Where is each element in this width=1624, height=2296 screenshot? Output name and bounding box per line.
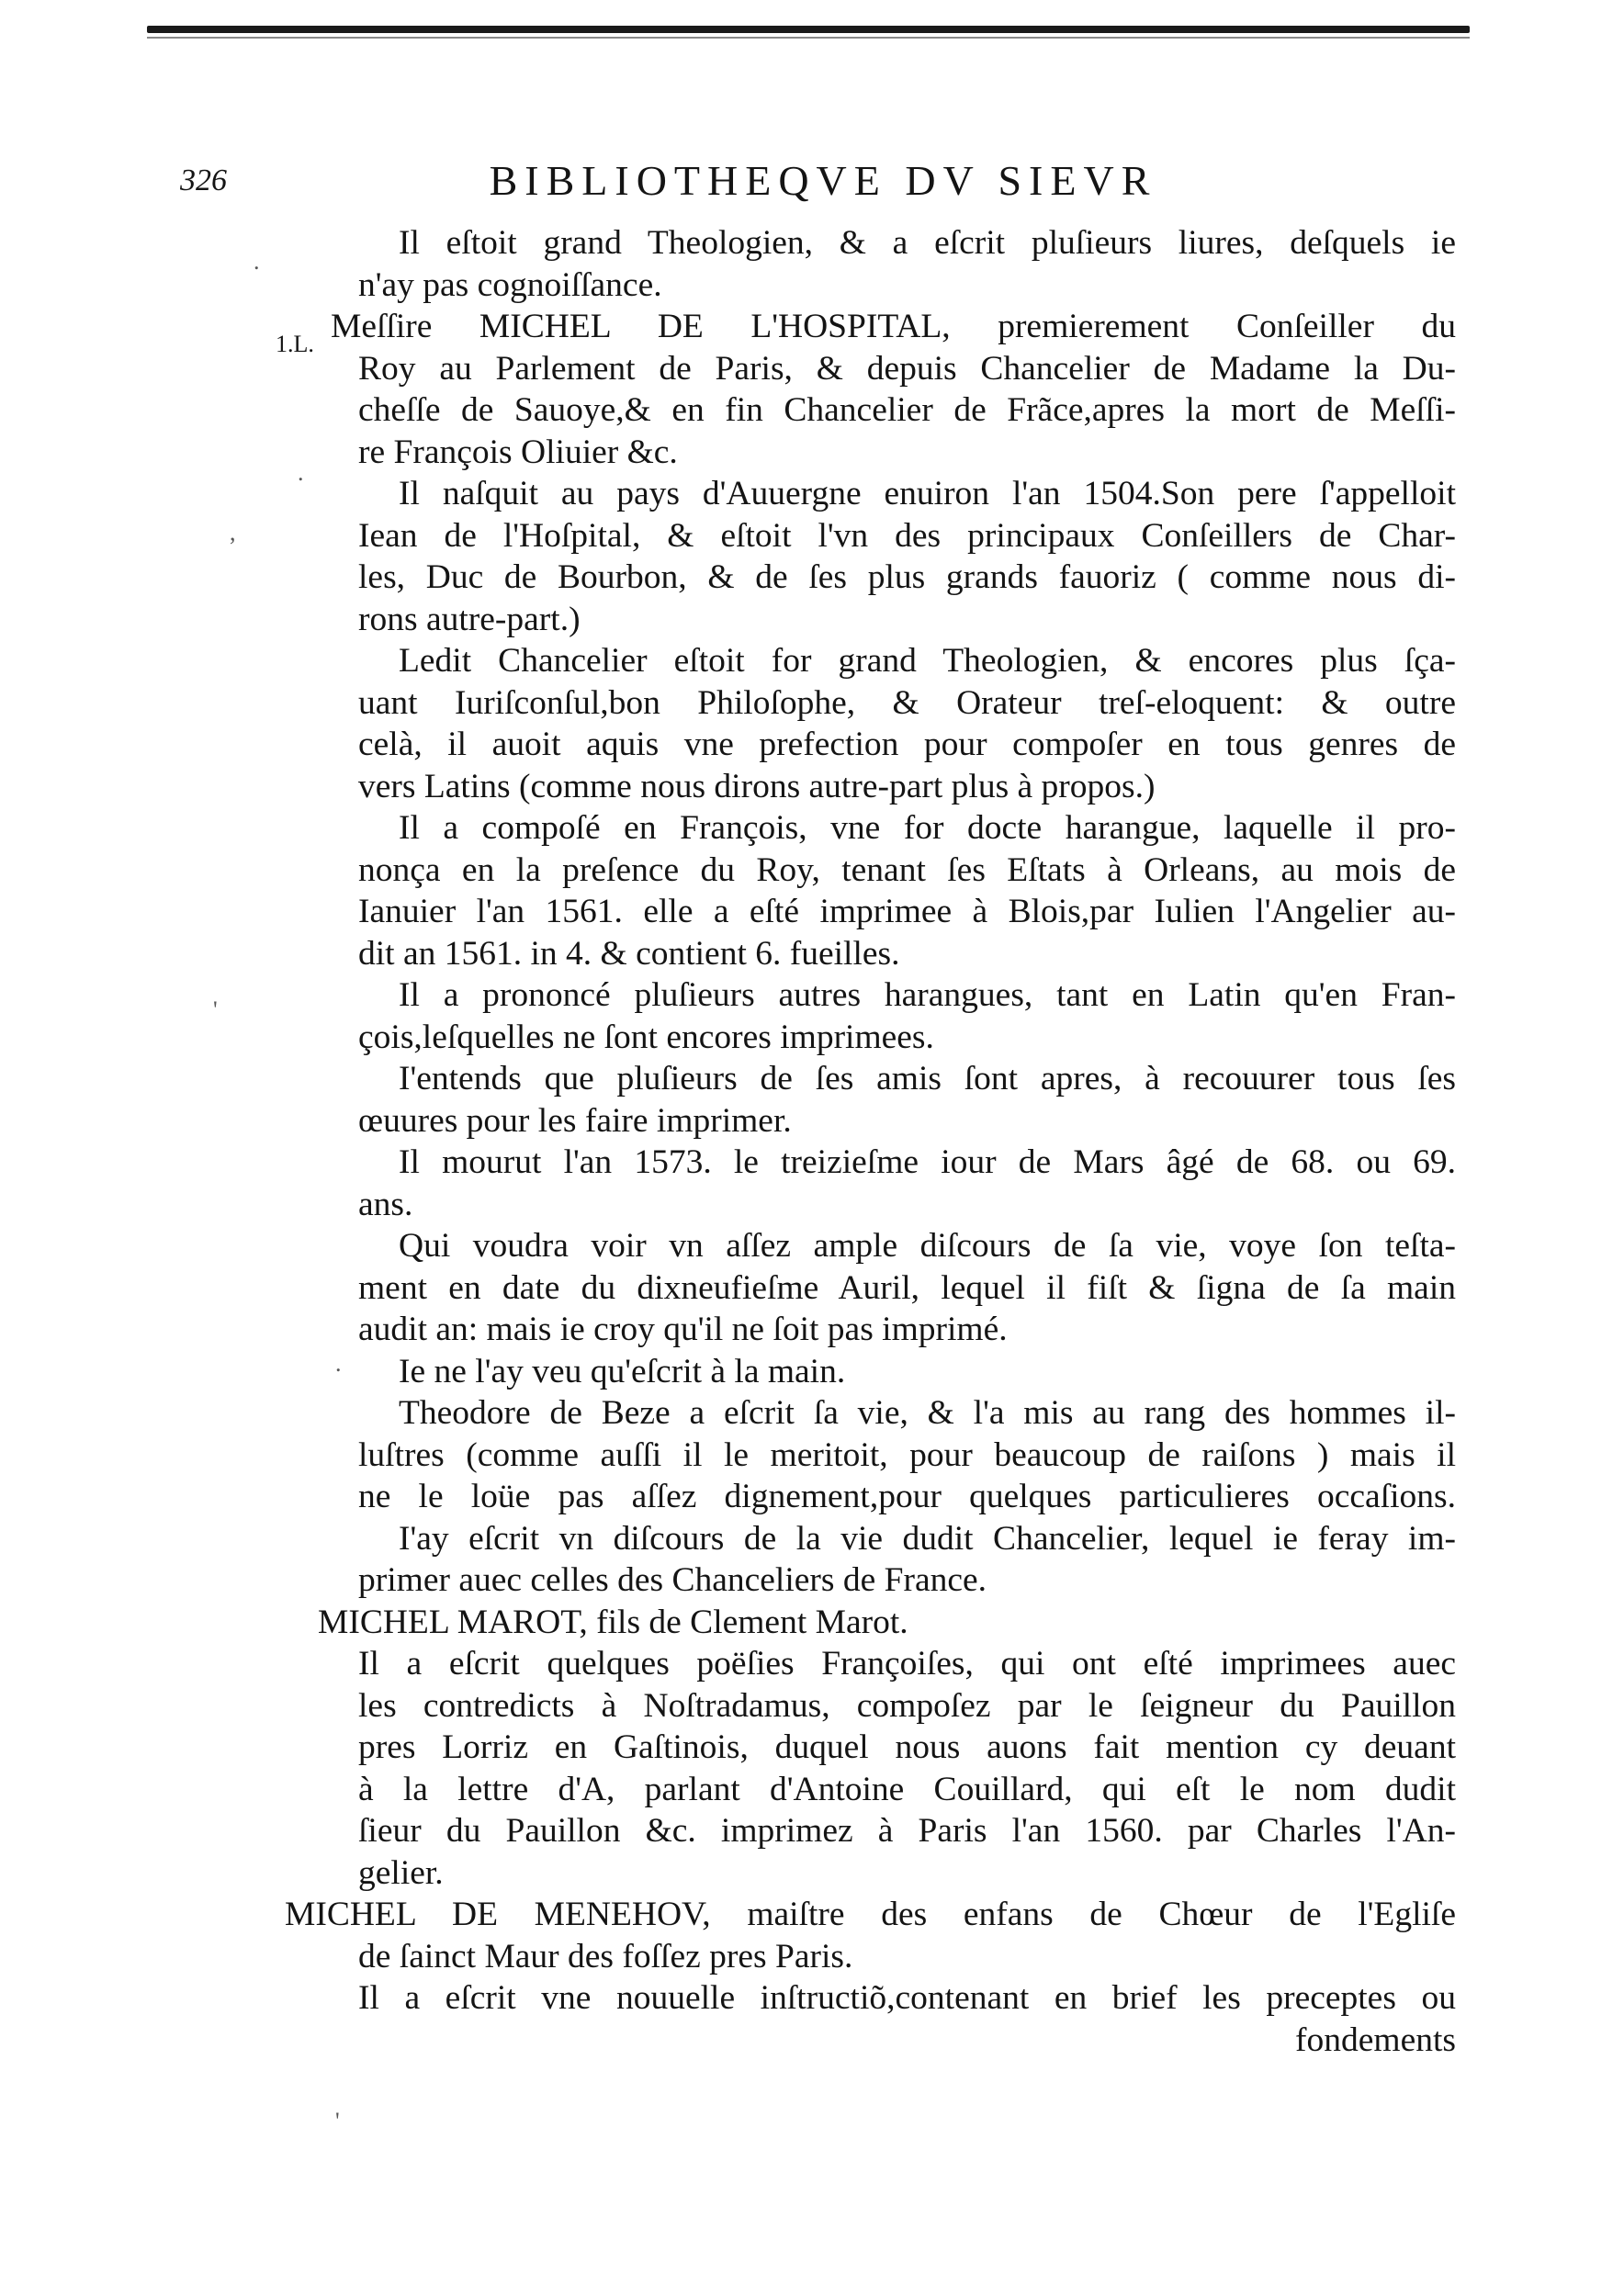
top-rule [147, 26, 1470, 33]
text-line: œuures pour les faire imprimer. [358, 1101, 792, 1140]
text-line: nonça en la preſence du Roy, tenant ſes Eſtats à Orleans, au mois de [358, 850, 1456, 889]
text-line: Qui voudra voir vn aſſez ample diſcours de ſa vie, voye ſon teſta- [399, 1227, 1456, 1265]
text-line: Il a eſcrit quelques poëſies Françoiſes, qui ont eſté imprimees auec [358, 1645, 1456, 1683]
text-line: les, Duc de Bourbon, & de ſes plus grands fauoriz ( comme nous di- [358, 558, 1456, 596]
text-line: primer auec celles des Chanceliers de France. [358, 1561, 987, 1599]
text-line: Theodore de Beze a eſcrit ſa vie, & l'a mis au rang des hommes il- [399, 1394, 1456, 1432]
text-line: Ie ne l'ay veu qu'eſcrit à la main. [399, 1352, 846, 1390]
text-line: Il eſtoit grand Theologien, & a eſcrit pluſieurs liures, deſquels ie [399, 224, 1456, 262]
text-line: Il a compoſé en François, vne for docte harangue, laquelle il pro- [399, 809, 1456, 847]
text-line: gelier. [358, 1853, 444, 1892]
text-line: n'ay pas cognoiſſance. [358, 265, 662, 304]
text-line: de ſainct Maur des foſſez pres Paris. [358, 1937, 853, 1975]
text-line: Ianuier l'an 1561. elle a eſté imprimee à Blois,par Iulien l'Angelier au- [358, 893, 1456, 930]
text-line: ſieur du Pauillon &c. imprimez à Paris l'an 1560. par Charles l'An- [358, 1812, 1456, 1850]
page-number: 326 [180, 163, 227, 197]
text-line: I'entends que pluſieurs de ſes amis ſont apres, à recouurer tous ſes [399, 1060, 1456, 1097]
text-line: uant Iuriſconſul,bon Philoſophe, & Orateur treſ-eloquent: & outre [358, 683, 1456, 722]
text-line: Ledit Chancelier eſtoit for grand Theologien, & encores plus ſça- [399, 642, 1456, 680]
text-line: cheſſe de Sauoye,& en fin Chancelier de Frãce,apres la mort de Meſſi- [358, 391, 1456, 429]
text-line: ment en date du dixneufieſme Auril, lequel il fiſt & ſigna de ſa main [358, 1268, 1456, 1307]
marginal-mark: 1.L. [276, 331, 314, 357]
text-line: celà, il auoit aquis vne prefection pour compoſer en tous genres de [358, 726, 1456, 763]
text-line: ne le loüe pas aſſez dignement,pour quelques particulieres occaſions. [358, 1478, 1456, 1515]
text-line: audit an: mais ie croy qu'il ne ſoit pas imprimé. [358, 1311, 1008, 1348]
page-header [180, 156, 1466, 211]
text-line: Roy au Parlement de Paris, & depuis Chancelier de Madame la Du- [358, 349, 1456, 388]
text-line: çois,leſquelles ne ſont encores imprimees. [358, 1018, 934, 1056]
text-line: Il mourut l'an 1573. le treizieſme iour de Mars âgé de 68. ou 69. [399, 1143, 1456, 1181]
text-line: les contredicts à Noſtradamus, compoſez par le ſeigneur du Pauillon [358, 1686, 1456, 1725]
top-rule-shadow [147, 37, 1470, 39]
text-line: dit an 1561. in 4. & contient 6. fueilles. [358, 934, 900, 973]
text-line: rons autre-part.) [358, 600, 581, 638]
text-line: pres Lorriz en Gaſtinois, duquel nous auons fait mention cy deuant [358, 1728, 1456, 1766]
text-line: Iean de l'Hoſpital, & eſtoit l'vn des principaux Conſeillers de Char- [358, 516, 1456, 555]
catchword: fondements [1295, 2020, 1456, 2059]
text-line: vers Latins (comme nous dirons autre-part plus à propos.) [358, 767, 1156, 805]
text-line: MICHEL MAROT, fils de Clement Marot. [318, 1603, 908, 1641]
text-line: MICHEL DE MENEHOV, maiſtre des enfans de Chœur de l'Egliſe [285, 1896, 1456, 1933]
text-line: Il a prononcé pluſieurs autres harangues, tant en Latin qu'en Fran- [399, 976, 1456, 1014]
text-line: luſtres (comme auſſi il le meritoit, pour beaucoup de raiſons ) mais il [358, 1435, 1456, 1474]
text-line: ans. [358, 1185, 413, 1223]
text-line: Meſſire MICHEL DE L'HOSPITAL, premierement Conſeiller du [331, 308, 1456, 345]
running-title: BIBLIOTHEQVE DV SIEVR [489, 157, 1157, 204]
text-line: re François Oliuier &c. [358, 433, 678, 471]
text-line: Il naſquit au pays d'Auuergne enuiron l'an 1504.Son pere ſ'appelloit [399, 475, 1456, 512]
text-line: à la lettre d'A, parlant d'Antoine Couillard, qui eſt le nom dudit [358, 1770, 1456, 1808]
text-line: Il a eſcrit vne nouuelle inſtructiõ,contenant en brief les preceptes ou [358, 1979, 1456, 2017]
text-line: I'ay eſcrit vn diſcours de la vie dudit Chancelier, lequel ie feray im- [399, 1519, 1456, 1558]
